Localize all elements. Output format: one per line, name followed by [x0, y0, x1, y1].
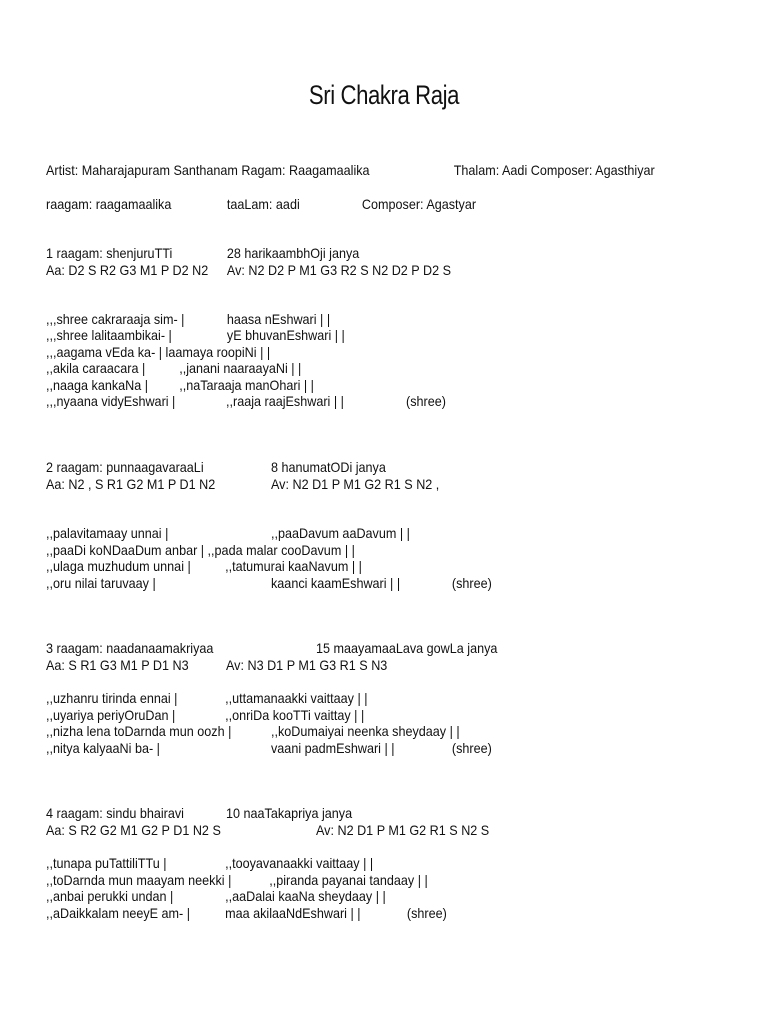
lyric-part: ,,naaga kankaNa |	[46, 377, 149, 393]
page-title: Sri Chakra Raja	[308, 80, 460, 110]
aarohanam: Aa: D2 S R2 G3 M1 P D2 N2	[46, 262, 209, 278]
lyric-part: ,,uzhanru tirinda ennai |	[46, 690, 178, 706]
lyric-part: ,,aDaikkalam neeyE am- |	[46, 905, 191, 921]
lyric-line	[46, 575, 492, 639]
section-2-scale	[46, 476, 440, 524]
lyric-part: ,,piranda payanai tandaay | |	[269, 872, 428, 888]
section-janya: 28 harikaambhOji janya	[226, 245, 360, 261]
section-raagam: 2 raagam: punnaagavaraaLi	[46, 459, 204, 475]
lyric-part: ,,paaDi koNDaaDum anbar | ,,pada malar cooDavum | |	[46, 542, 355, 558]
lyric-part: ,,palavitamaay unnai |	[46, 525, 169, 541]
lyric-part: ,,,shree lalitaambikai- |	[46, 327, 172, 343]
lyric-part: ,,,shree cakraraaja sim- |	[46, 311, 185, 327]
lyric-part: ,,,nyaana vidyEshwari |	[46, 393, 176, 409]
lyric-part: ,,anbai perukki undan |	[46, 888, 174, 904]
lyric-part: ,,koDumaiyai neenka sheydaay | |	[271, 723, 460, 739]
lyric-part: haasa nEshwari | |	[226, 311, 331, 327]
section-janya: 10 naaTakapriya janya	[226, 805, 353, 821]
avarohanam: Av: N2 D1 P M1 G2 R1 S N2 ,	[271, 476, 440, 492]
lyric-part: ,,naTaraaja manOhari | |	[179, 377, 314, 393]
lyric-part: ,,tatumurai kaaNavum | |	[225, 558, 362, 574]
lyric-part: kaanci kaamEshwari | |	[271, 575, 401, 591]
section-raagam: 1 raagam: shenjuruTTi	[46, 245, 173, 261]
lyric-part: ,,paaDavum aaDavum | |	[271, 525, 410, 541]
aarohanam: Aa: S R2 G2 M1 G2 P D1 N2 S	[46, 822, 221, 838]
section-raagam: 3 raagam: naadanaamakriyaa	[46, 640, 214, 656]
lyric-part: maa akilaaNdEshwari | |	[225, 905, 361, 921]
avarohanam: Av: N2 D2 P M1 G3 R2 S N2 D2 P D2 S	[226, 262, 451, 278]
lyric-part: ,,nitya kalyaaNi ba- |	[46, 740, 160, 756]
refrain-marker: (shree)	[406, 905, 447, 921]
aarohanam: Aa: S R1 G3 M1 P D1 N3	[46, 657, 189, 673]
avarohanam: Av: N3 D1 P M1 G3 R1 S N3	[226, 657, 388, 673]
section-janya: 8 hanumatODi janya	[271, 459, 386, 475]
refrain-marker: (shree)	[406, 393, 446, 409]
lyric-part: ,,onriDa kooTTi vaittay | |	[225, 707, 365, 723]
section-janya: 15 maayamaaLava gowLa janya	[316, 640, 498, 656]
lyric-part: ,,oru nilai taruvaay |	[46, 575, 156, 591]
lyric-part: ,,ulaga muzhudum unnai |	[46, 558, 191, 574]
lyric-part: ,,uttamanaakki vaittaay | |	[225, 690, 368, 706]
lyric-part: ,,janani naaraayaNi | |	[179, 360, 302, 376]
lyric-line	[46, 905, 447, 969]
aarohanam: Aa: N2 , S R1 G2 M1 P D1 N2	[46, 476, 216, 492]
section-1-scale	[46, 262, 451, 310]
lyric-part: vaani padmEshwari | |	[271, 740, 395, 756]
lyric-part: yE bhuvanEshwari | |	[226, 327, 345, 343]
lyric-part: ,,uyariya periyOruDan |	[46, 707, 176, 723]
taalam-text: taaLam: aadi	[226, 196, 300, 212]
lyric-part: ,,akila caraacara |	[46, 360, 146, 376]
lyric-part: ,,,aagama vEda ka- | laamaya roopiNi | |	[46, 344, 271, 360]
lyric-part: ,,nizha lena toDarnda mun oozh |	[46, 723, 232, 739]
section-raagam: 4 raagam: sindu bhairavi	[46, 805, 184, 821]
refrain-marker: (shree)	[451, 740, 492, 756]
lyric-part: ,,tunapa puTattiliTTu |	[46, 855, 167, 871]
lyric-part: ,,tooyavanaakki vaittaay | |	[225, 855, 374, 871]
thalam-text: Thalam: Aadi Composer: Agasthiyar	[453, 162, 655, 178]
refrain-marker: (shree)	[451, 575, 492, 591]
raagam-text: raagam: raagamaalika	[46, 196, 172, 212]
artist-text: Artist: Maharajapuram Santhanam Ragam: Raagamaalika	[46, 162, 370, 178]
avarohanam: Av: N2 D1 P M1 G2 R1 S N2 S	[316, 822, 490, 838]
lyric-part: ,,raaja raajEshwari | |	[226, 393, 344, 409]
composer-text: Composer: Agastyar	[361, 196, 477, 212]
lyric-part: ,,toDarnda mun maayam neekki |	[46, 872, 232, 888]
lyric-line	[46, 740, 492, 804]
lyric-line	[46, 393, 446, 457]
lyric-part: ,,aaDalai kaaNa sheydaay | |	[225, 888, 386, 904]
